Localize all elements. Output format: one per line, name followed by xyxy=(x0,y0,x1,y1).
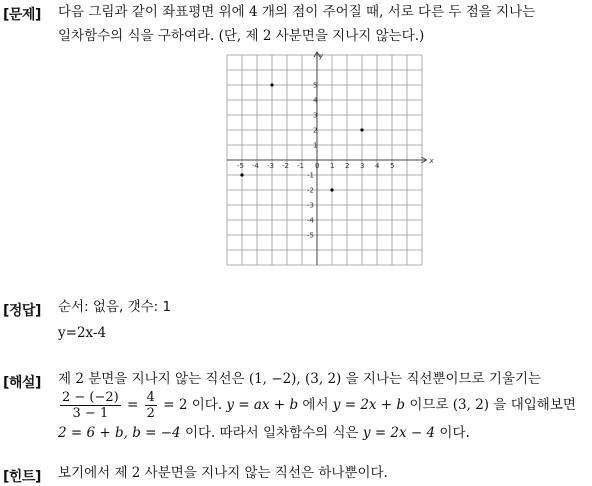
solution-line3 xyxy=(58,422,470,444)
equals-sign: = xyxy=(127,397,139,413)
problem-text-line1: 다음 그림과 같이 좌표평면 위에 4 개의 점이 주어질 때, 서로 다른 두 점을 지나는 xyxy=(58,4,536,20)
problem-label: [문제] xyxy=(3,7,41,23)
fraction-four-over-two xyxy=(145,390,157,421)
solution-line1: 제 2 분면을 지나지 않는 직선은 (1, −2), (3, 2) 을 지나는 직선뿐이므로 기울기는 xyxy=(58,371,542,387)
x-tick-label: -3 xyxy=(267,162,274,170)
fraction-denominator: 3 − 1 xyxy=(72,406,109,421)
general-form: y = ax + b xyxy=(226,397,299,413)
y-tick-label: -4 xyxy=(307,216,314,225)
y-tick-label: 4 xyxy=(313,96,318,105)
x-tick-label: 5 xyxy=(390,162,395,170)
solution-line2 xyxy=(58,390,576,421)
y-tick-label: -1 xyxy=(307,171,314,180)
y-axis-label: y xyxy=(319,52,324,60)
y-tick-label: 2 xyxy=(313,126,318,135)
fraction-numerator: 2 − (−2) xyxy=(62,390,119,405)
partial-form: y = 2x + b xyxy=(332,397,406,413)
x-tick-label: -1 xyxy=(297,162,304,170)
hint-text: 보기에서 제 2 사분면을 지나지 않는 직선은 하나뿐이다. xyxy=(58,465,388,481)
data-point xyxy=(360,128,363,131)
hint-label: [힌트] xyxy=(3,469,41,485)
problem-text-line2: 일차함수의 식을 구하여라. (단, 제 2 사분면을 지나지 않는다.) xyxy=(58,28,425,44)
x-tick-label: -4 xyxy=(252,162,259,170)
coordinate-graph xyxy=(218,52,434,264)
x-tick-label: -5 xyxy=(237,162,244,170)
fraction-slope xyxy=(60,390,121,421)
x-axis-label: x xyxy=(429,157,434,165)
text-fragment: 이므로 (3, 2) 을 대입해보면 xyxy=(409,397,576,413)
data-point xyxy=(330,188,333,191)
slope-result: = 2 이다. xyxy=(163,397,223,413)
text-fragment: 이다. xyxy=(439,425,470,441)
axes xyxy=(227,52,435,265)
y-tick-label: 1 xyxy=(313,141,318,150)
text-fragment: 이다. 따라서 일차함수의 식은 xyxy=(184,425,359,441)
data-point xyxy=(240,173,243,176)
fraction-denominator: 2 xyxy=(146,406,155,421)
substitution: 2 = 6 + b, b = −4 xyxy=(58,425,181,441)
x-tick-label: -2 xyxy=(282,162,289,170)
answer-line1: 순서: 없음, 갯수: 1 xyxy=(58,299,172,315)
answer-label: [정답] xyxy=(3,303,41,319)
solution-label: [해설] xyxy=(3,375,41,391)
x-tick-label: 3 xyxy=(360,162,365,170)
fraction-numerator: 4 xyxy=(146,390,155,405)
y-tick-label: -5 xyxy=(307,231,314,240)
x-tick-label: 2 xyxy=(345,162,350,170)
y-tick-label: -3 xyxy=(307,201,314,210)
y-tick-label: 5 xyxy=(313,81,318,90)
x-tick-label: 1 xyxy=(330,162,335,170)
y-tick-label: 3 xyxy=(313,111,318,120)
x-tick-label: 4 xyxy=(375,162,380,170)
data-point xyxy=(270,83,273,86)
text-fragment: 에서 xyxy=(302,397,329,413)
answer-line2: y=2x-4 xyxy=(58,325,107,341)
y-tick-label: -2 xyxy=(307,186,314,195)
x-tick-label: 0 xyxy=(315,162,320,170)
final-equation: y = 2x − 4 xyxy=(362,425,436,441)
